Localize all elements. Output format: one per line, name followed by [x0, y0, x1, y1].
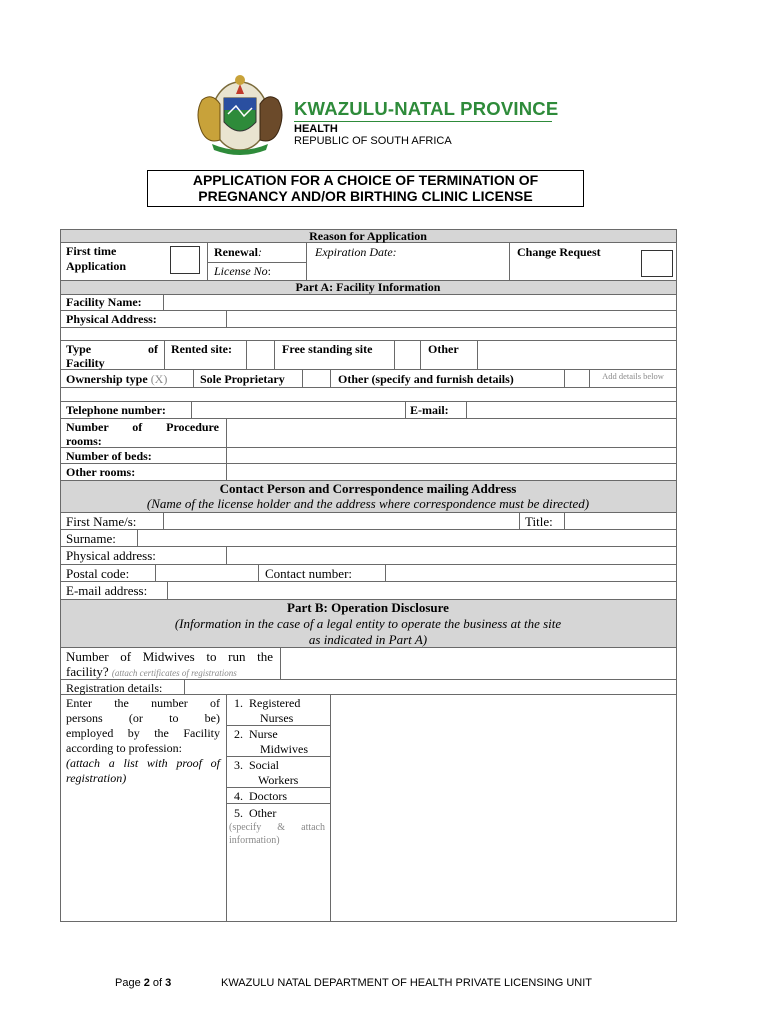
- part-b-heading: Part B: Operation Disclosure: [287, 600, 449, 615]
- other-ownership-checkbox[interactable]: [565, 370, 588, 386]
- coat-of-arms-logo: [188, 70, 292, 156]
- contact-email-input[interactable]: [168, 582, 675, 598]
- contact-physical-input[interactable]: [227, 547, 675, 563]
- enter-persons-instructions: Enter the number of persons (or to be) employed by the Facility according to profession: (attach a list with proof of registration): [66, 696, 220, 785]
- other-type-label: Other: [428, 342, 459, 356]
- midwives-input[interactable]: [281, 648, 675, 678]
- part-a-heading: Part A: Facility Information: [295, 280, 441, 294]
- first-names-input[interactable]: [164, 513, 518, 528]
- expiration-date-label: Expiration Date:: [315, 245, 397, 259]
- other-ownership-label: Other (specify and furnish details): [338, 372, 514, 386]
- surname-label: Surname:: [66, 531, 116, 546]
- free-standing-checkbox[interactable]: [395, 341, 419, 368]
- contact-heading: Contact Person and Correspondence mailing Address: [219, 481, 517, 496]
- facility-name-input[interactable]: [164, 295, 675, 309]
- ownership-details-input[interactable]: [61, 388, 675, 400]
- social-workers-input[interactable]: [331, 757, 675, 786]
- part-b-subheading-2: as indicated in Part A): [308, 632, 428, 647]
- physical-address-input[interactable]: [227, 311, 675, 326]
- doctors-input[interactable]: [331, 788, 675, 802]
- contact-email-label: E-mail address:: [66, 583, 148, 598]
- other-rooms-label: Other rooms:: [66, 465, 136, 479]
- physical-address-label: Physical Address:: [66, 312, 157, 326]
- midwives-label: Number of Midwives to run the facility? (attach certificates of registrations: [66, 649, 273, 679]
- contact-title-label: Title:: [525, 514, 553, 529]
- contact-number-label: Contact number:: [265, 566, 353, 581]
- footer-unit: KWAZULU NATAL DEPARTMENT OF HEALTH PRIVATE LICENSING UNIT: [221, 977, 592, 989]
- sole-proprietary-checkbox[interactable]: [303, 370, 329, 386]
- procedure-rooms-input[interactable]: [227, 419, 675, 446]
- procedure-rooms-label: Number of Procedure rooms:: [66, 420, 219, 448]
- nurse-midwives-input[interactable]: [331, 726, 675, 755]
- first-time-label-1: First time: [66, 244, 117, 258]
- profession-doctors: 4. Doctors: [234, 789, 287, 803]
- surname-input[interactable]: [138, 530, 675, 545]
- part-b-subheading-1: (Information in the case of a legal entity to operate the business at the site: [174, 616, 562, 631]
- profession-nurse-midwives: 2. Nurse Midwives: [234, 727, 308, 756]
- free-standing-label: Free standing site: [282, 342, 373, 356]
- ownership-type-label: Ownership type (X): [66, 372, 168, 386]
- other-type-input[interactable]: [478, 341, 675, 368]
- registration-details-label: Registration details:: [66, 681, 163, 695]
- contact-number-input[interactable]: [386, 565, 675, 580]
- license-no-label: License No:: [214, 264, 272, 278]
- type-of-facility-label: Type of Facility: [66, 342, 158, 370]
- add-details-hint: Add details below: [602, 371, 664, 381]
- other-profession-note: (specify & attach information): [229, 822, 325, 846]
- postal-code-label: Postal code:: [66, 566, 130, 581]
- telephone-input[interactable]: [192, 402, 404, 417]
- form-title-line1: APPLICATION FOR A CHOICE OF TERMINATION OF: [192, 172, 539, 188]
- first-names-label: First Name/s:: [66, 514, 137, 529]
- first-time-checkbox[interactable]: [170, 246, 200, 274]
- header-divider: [294, 121, 552, 122]
- registered-nurses-input[interactable]: [331, 695, 675, 724]
- page-number: Page 2 of 3: [115, 977, 172, 989]
- reason-heading: Reason for Application: [309, 229, 427, 243]
- expiration-date-input[interactable]: [307, 260, 508, 279]
- renewal-label: Renewal:: [214, 245, 262, 259]
- postal-code-input[interactable]: [156, 565, 257, 580]
- profession-registered-nurses: 1. Registered Nurses: [234, 696, 301, 725]
- beds-input[interactable]: [227, 448, 675, 462]
- profession-social-workers: 3. Social Workers: [234, 758, 299, 787]
- profession-other: 5. Other: [234, 806, 277, 820]
- province-name: KWAZULU-NATAL PROVINCE: [294, 98, 559, 119]
- contact-physical-label: Physical address:: [66, 548, 156, 563]
- facility-email-input[interactable]: [467, 402, 675, 417]
- change-request-label: Change Request: [517, 245, 601, 259]
- contact-title-input[interactable]: [565, 513, 675, 528]
- rented-site-label: Rented site:: [171, 342, 232, 356]
- country-name: REPUBLIC OF SOUTH AFRICA: [294, 135, 452, 147]
- first-time-label-2: Application: [66, 259, 127, 273]
- form-title-line2: PREGNANCY AND/OR BIRTHING CLINIC LICENSE: [198, 188, 533, 204]
- other-profession-input[interactable]: [331, 804, 675, 920]
- department-name: HEALTH: [294, 123, 338, 135]
- beds-label: Number of beds:: [66, 449, 152, 463]
- facility-name-label: Facility Name:: [66, 295, 142, 309]
- telephone-label: Telephone number:: [66, 403, 166, 417]
- facility-email-label: E-mail:: [410, 403, 449, 417]
- change-request-checkbox[interactable]: [641, 250, 673, 277]
- other-rooms-input[interactable]: [227, 464, 675, 479]
- contact-subheading: (Name of the license holder and the address where correspondence must be directed): [146, 496, 590, 511]
- sole-proprietary-label: Sole Proprietary: [200, 372, 285, 386]
- rented-site-checkbox[interactable]: [247, 341, 273, 368]
